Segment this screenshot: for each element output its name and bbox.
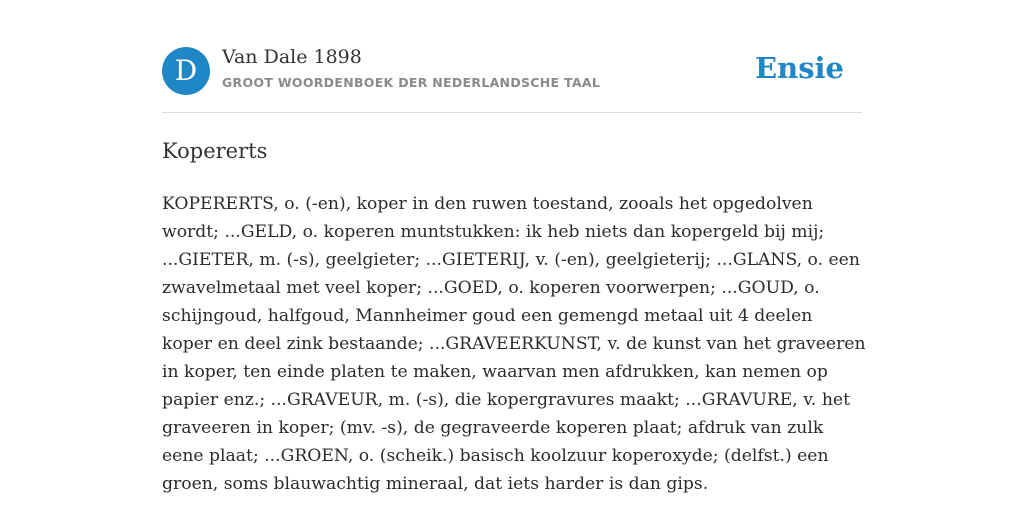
source-title[interactable]: Van Dale 1898 — [222, 46, 362, 68]
source-subtitle: GROOT WOORDENBOEK DER NEDERLANDSCHE TAAL — [222, 75, 601, 90]
ensie-logo[interactable]: Ensie — [755, 51, 844, 85]
entry-definition: KOPERERTS, o. (-en), koper in den ruwen toestand, zooals het opgedolven wordt; ...GELD, o. koperen muntstukken: ik heb niets dan kopergeld bij mij; ...GIETER, m. (-s), geelgieter; ...GIETERIJ, v. (-en), geelgieterij; ...GLANS, o. een zwavelmetaal met veel koper; ...GOED, o. koperen voorwerpen; ...GOUD, o. schijngoud, halfgoud, Mannheimer goud een gemengd metaal uit 4 deelen koper en deel zink bestaande; ...GRAVEERKUNST, v. de kunst van het graveeren in koper, ten einde platen te maken, waarvan men afdrukken, kan nemen op papier enz.; ...GRAVEUR, m. (-s), die kopergravures maakt; ...GRAVURE, v. het graveeren in koper; (mv. -s), de gegraveerde koperen plaat; afdruk van zulk eene plaat; ...GROEN, o. (scheik.) basisch koolzuur koperoxyde; (delfst.) een groen, soms blauwachtig mineraal, dat iets harder is dan gips. — [162, 194, 866, 494]
entry-card — [162, 0, 866, 494]
source-header — [162, 0, 862, 113]
entry-title: Kopererts — [162, 139, 268, 163]
source-logo[interactable]: D — [162, 47, 210, 95]
